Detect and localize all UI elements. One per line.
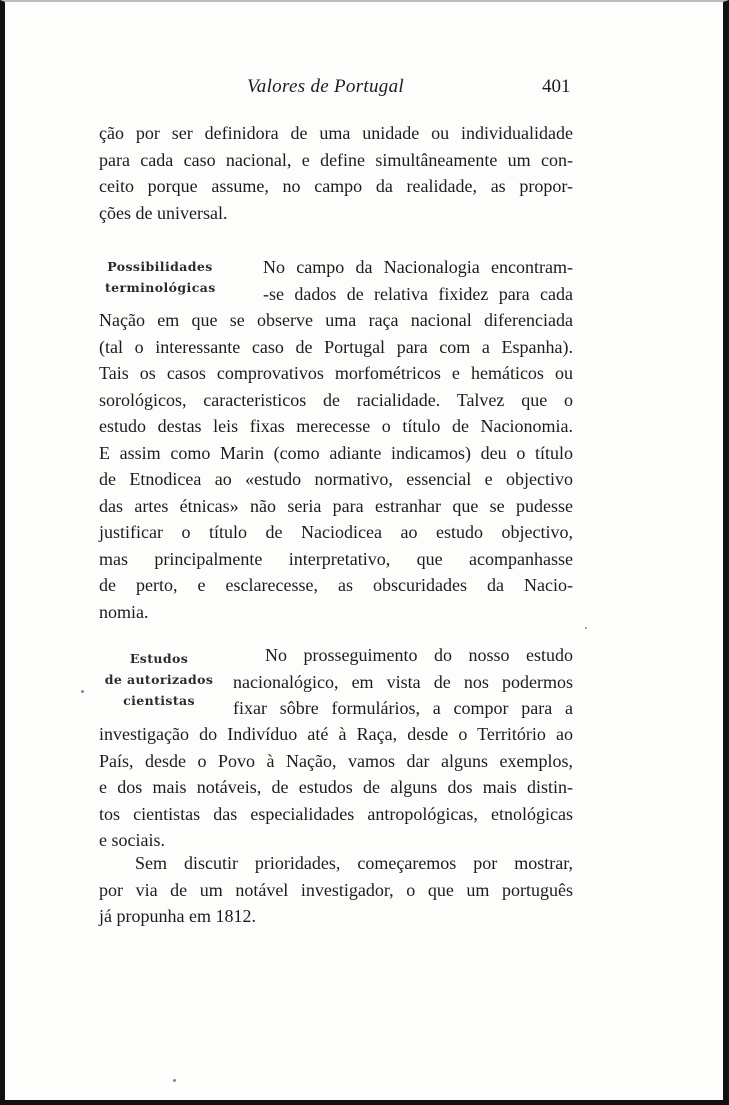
margin-note-estudos [97, 648, 221, 711]
text-line: estudo destas leis fixas merecesse o título de Nacionomia. [99, 416, 573, 436]
margin-note-possibilidades [105, 256, 215, 298]
paragraph-continuation [99, 120, 573, 226]
text-line: das artes étnicas» não seria para estranhar que se pudesse [99, 495, 573, 516]
margin-note-line: Possibilidades [107, 259, 213, 274]
text-line: nacionalógico, em vista de nos podermos [233, 671, 573, 692]
scan-speck [585, 627, 587, 629]
running-title: Valores de Portugal [247, 76, 404, 97]
text-line: sorológicos, caracteristicos de racialidade. Talvez que o [99, 389, 573, 410]
section1-paragraph [99, 307, 573, 625]
text-line: já propunha em 1812. [99, 906, 256, 926]
text-line: No campo da Nacionalogia encontram- [263, 257, 573, 277]
text-line: por via de um notável investigador, o que um português [99, 879, 573, 900]
text-line: E assim como Marin (como adiante indicamos) deu o título [99, 442, 573, 463]
text-line: -se dados de relativa fixidez para cada [263, 283, 573, 304]
scan-speck [81, 690, 84, 693]
text-line: de Etnodicea ao «estudo normativo, essencial e objectivo [99, 469, 573, 489]
running-head [5, 76, 723, 106]
text-line: País, desde o Povo à Nação, vamos dar alguns exemplos, [99, 750, 573, 771]
final-paragraph [99, 850, 573, 930]
section2-indented-lines [233, 642, 573, 722]
margin-note-line: cientistas [123, 693, 195, 708]
text-line: ção por ser definidora de uma unidade ou individualidade [99, 123, 573, 143]
text-line: e dos mais notáveis, de estudos de alguns dos mais distin- [99, 777, 573, 797]
scan-speck [173, 1079, 176, 1082]
text-line: justificar o título de Naciodicea ao estudo objectivo, [99, 522, 573, 542]
text-line: Nação em que se observe uma raça nacional diferenciada [99, 310, 573, 330]
text-line: mas principalmente interpretativo, que acompanhasse [99, 548, 573, 569]
text-line: e sociais. [99, 830, 165, 850]
section2-paragraph [99, 721, 573, 854]
margin-note-line: Estudos [129, 651, 189, 666]
margin-note-line: de autorizados [104, 672, 214, 687]
text-line: fixar sôbre formulários, a compor para a [233, 698, 573, 718]
margin-note-line: terminológicas [105, 280, 216, 295]
text-line: Tais os casos comprovativos morfométricos e hemáticos ou [99, 363, 573, 383]
text-line: ceito porque assume, no campo da realidade, as propor- [99, 176, 573, 196]
page-number: 401 [542, 76, 571, 97]
text-line: (tal o interessante caso de Portugal para com a Espanha). [99, 336, 573, 357]
text-line: tos cientistas das especialidades antropológicas, etnológicas [99, 803, 573, 824]
text-line: para cada caso nacional, e define simultâneamente um con- [99, 149, 573, 170]
text-line: No prosseguimento do nosso estudo [265, 645, 573, 665]
text-line: ções de universal. [99, 202, 228, 223]
text-line: investigação do Indivíduo até à Raça, desde o Território ao [99, 724, 573, 744]
text-line: de perto, e esclarecesse, as obscuridades da Nacio- [99, 575, 573, 595]
text-line: Sem discutir prioridades, começaremos por mostrar, [135, 853, 573, 873]
section1-indented-lines [263, 254, 573, 307]
text-line: nomia. [99, 601, 149, 622]
